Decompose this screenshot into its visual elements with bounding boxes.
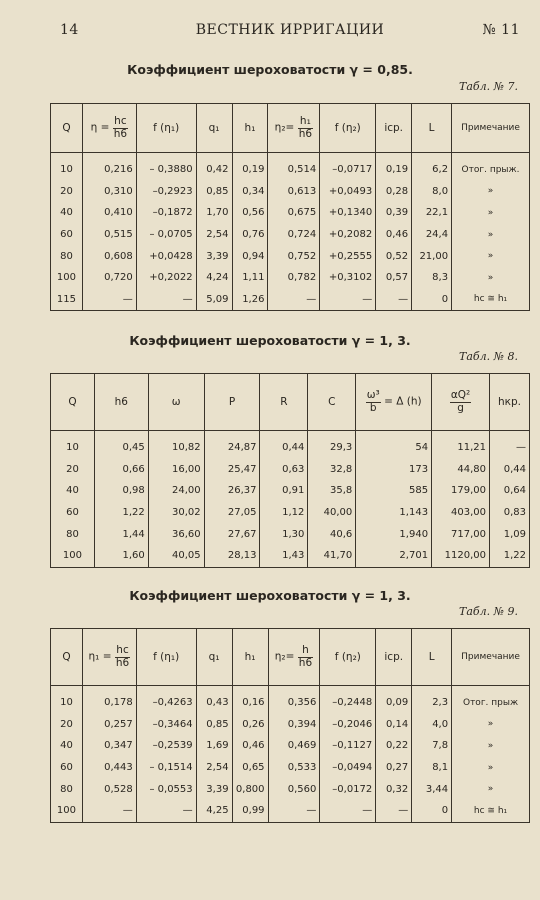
table-cell: 40 (51, 735, 83, 757)
col-f-eta1: f (η₁) (136, 629, 196, 686)
table-cell: 20 (51, 181, 83, 203)
table-cell: 0,675 (268, 202, 320, 224)
table-cell: 40 (51, 480, 95, 502)
table-row (51, 545, 530, 567)
table-cell: 4,25 (196, 800, 232, 822)
table7-label: Табл. № 7. (458, 80, 518, 93)
col-note: Примечание (452, 104, 530, 153)
table-cell: hc ≅ h₁ (452, 800, 530, 822)
table-cell: 2,54 (196, 757, 232, 779)
col-delta: $\frac{\text{ω³}}{b}$ = Δ (h) (356, 374, 432, 431)
table-cell: 0,469 (268, 735, 320, 757)
table-cell: 0,91 (260, 480, 308, 502)
table-cell: 0,410 (82, 202, 136, 224)
col-eta1: η = $\frac{hc}{h6}$ (82, 104, 136, 153)
table-cell: 2,3 (412, 686, 452, 714)
table-cell: – 0,0553 (136, 778, 196, 800)
table9-label: Табл. № 9. (458, 605, 518, 618)
table-cell: –0,0717 (320, 153, 376, 181)
table-cell: » (452, 757, 530, 779)
table-cell: 3,39 (196, 245, 232, 267)
table-cell: — (490, 431, 530, 459)
table-row (51, 523, 530, 545)
table-cell: 8,0 (412, 181, 452, 203)
table-cell: 20 (51, 714, 83, 736)
table-cell: 0,443 (82, 757, 136, 779)
table-cell: — (376, 289, 412, 311)
table-row (51, 431, 530, 459)
table-cell: 0,45 (94, 431, 148, 459)
table-cell: 0,85 (196, 714, 232, 736)
table-cell: » (452, 202, 530, 224)
table-cell: 0,216 (82, 153, 136, 181)
col-p: P (204, 374, 260, 431)
table8-header-row (51, 374, 530, 431)
table-cell: 5,09 (196, 289, 232, 311)
table-cell: 80 (51, 245, 83, 267)
table-cell: 80 (51, 778, 83, 800)
table7 (50, 103, 530, 311)
table-cell: 0,724 (268, 224, 320, 246)
table-cell: 28,13 (204, 545, 260, 567)
table-cell: — (82, 289, 136, 311)
table-cell: 173 (356, 459, 432, 481)
table-cell: 0,46 (376, 224, 412, 246)
table-cell: 403,00 (432, 502, 490, 524)
table-cell: 0,44 (490, 459, 530, 481)
table-cell: 0,528 (82, 778, 136, 800)
table-cell: 0,43 (196, 686, 232, 714)
table-cell: +0,3102 (320, 267, 376, 289)
table-cell: 10 (51, 686, 83, 714)
col-f-eta1: f (η₁) (136, 104, 196, 153)
table-cell: 0,720 (82, 267, 136, 289)
table-cell: 0,99 (232, 800, 268, 822)
col-eta2: η₂= $\frac{h}{h6}$ (268, 629, 320, 686)
table-cell: +0,2022 (136, 267, 196, 289)
table-cell: 0,66 (94, 459, 148, 481)
table-cell: 4,0 (412, 714, 452, 736)
table-row (51, 778, 530, 800)
table-cell: 0,613 (268, 181, 320, 203)
table-cell: 0,76 (232, 224, 268, 246)
table-cell: Отог. прыж (452, 686, 530, 714)
table-cell: –0,2046 (320, 714, 376, 736)
table8-label: Табл. № 8. (458, 350, 518, 363)
table-cell: 179,00 (432, 480, 490, 502)
table-cell: –0,1872 (136, 202, 196, 224)
table-cell: 0,63 (260, 459, 308, 481)
table-cell: — (136, 800, 196, 822)
col-icp: icp. (376, 104, 412, 153)
table-cell: 10,82 (148, 431, 204, 459)
table-cell: 0,752 (268, 245, 320, 267)
table-cell: 30,02 (148, 502, 204, 524)
table-cell: 0,27 (376, 757, 412, 779)
table-cell: 0,800 (232, 778, 268, 800)
table-cell: 24,00 (148, 480, 204, 502)
table-cell: 0,257 (82, 714, 136, 736)
table-cell: 1,09 (490, 523, 530, 545)
col-q: Q (51, 104, 83, 153)
table9-header-row (51, 629, 530, 686)
table-cell: 21,00 (412, 245, 452, 267)
table-cell: –0,2448 (320, 686, 376, 714)
table-cell: 0,09 (376, 686, 412, 714)
table-cell: — (268, 289, 320, 311)
col-eta1: η₁ = $\frac{hc}{h6}$ (82, 629, 136, 686)
col-omega: ω (148, 374, 204, 431)
table-cell: 1,69 (196, 735, 232, 757)
table-cell: 0 (412, 289, 452, 311)
table-cell: 100 (51, 800, 83, 822)
table-cell: +0,1340 (320, 202, 376, 224)
table-cell: 8,1 (412, 757, 452, 779)
table-cell: 40 (51, 202, 83, 224)
table-cell: 0,514 (268, 153, 320, 181)
table-cell: 27,05 (204, 502, 260, 524)
table-cell: 1,11 (232, 267, 268, 289)
table-cell: – 0,3880 (136, 153, 196, 181)
table-cell: 1,12 (260, 502, 308, 524)
table-cell: — (136, 289, 196, 311)
table-cell: 10 (51, 153, 83, 181)
table-cell: 1,44 (94, 523, 148, 545)
table-cell: 40,00 (308, 502, 356, 524)
table-cell: 0,52 (376, 245, 412, 267)
table-cell: 11,21 (432, 431, 490, 459)
table-cell: 0,44 (260, 431, 308, 459)
table-cell: 0,782 (268, 267, 320, 289)
col-q1: q₁ (196, 104, 232, 153)
table-cell: 0,347 (82, 735, 136, 757)
table-cell: 0,19 (232, 153, 268, 181)
table-cell: –0,2923 (136, 181, 196, 203)
table-cell: 60 (51, 502, 95, 524)
table-cell: +0,2555 (320, 245, 376, 267)
table9-body (51, 686, 530, 823)
table-cell: 3,39 (196, 778, 232, 800)
col-l: L (412, 629, 452, 686)
table-row (51, 502, 530, 524)
table7-title: Коэффициент шероховатости γ = 0,85. (127, 62, 413, 77)
table7-body (51, 153, 530, 311)
table-cell: 0,14 (376, 714, 412, 736)
table-cell: 20 (51, 459, 95, 481)
table-row (51, 181, 530, 203)
col-l: L (412, 104, 452, 153)
table-cell: –0,2539 (136, 735, 196, 757)
table-row (51, 245, 530, 267)
col-f-eta2: f (η₂) (320, 104, 376, 153)
col-c: C (308, 374, 356, 431)
table-cell: 100 (51, 267, 83, 289)
table-cell: 7,8 (412, 735, 452, 757)
table8 (50, 373, 530, 568)
table-cell: 0,46 (232, 735, 268, 757)
table-cell: –0,1127 (320, 735, 376, 757)
table-cell: 0,39 (376, 202, 412, 224)
table-cell: –0,3464 (136, 714, 196, 736)
col-hkr: hкр. (490, 374, 530, 431)
table-cell: — (320, 800, 376, 822)
table-cell: 6,2 (412, 153, 452, 181)
table-cell: — (376, 800, 412, 822)
col-q: Q (51, 629, 83, 686)
table-cell: » (452, 224, 530, 246)
table-row (51, 459, 530, 481)
col-aq: $\frac{\text{αQ²}}{g}$ (432, 374, 490, 431)
table-cell: 16,00 (148, 459, 204, 481)
table-cell: Отог. прыж. (452, 153, 530, 181)
col-q1: q₁ (196, 629, 232, 686)
table-cell: — (268, 800, 320, 822)
table-cell: 0,34 (232, 181, 268, 203)
table-cell: 1,940 (356, 523, 432, 545)
col-h6: h6 (94, 374, 148, 431)
table-cell: 54 (356, 431, 432, 459)
table-row (51, 757, 530, 779)
table-cell: 60 (51, 224, 83, 246)
table-cell: — (320, 289, 376, 311)
col-q: Q (51, 374, 95, 431)
table-cell: 2,701 (356, 545, 432, 567)
table-cell: 0,32 (376, 778, 412, 800)
table-row (51, 686, 530, 714)
table-cell: 0,85 (196, 181, 232, 203)
table-cell: 0,533 (268, 757, 320, 779)
table-cell: 25,47 (204, 459, 260, 481)
table-cell: – 0,1514 (136, 757, 196, 779)
table-cell: +0,0493 (320, 181, 376, 203)
col-h1: h₁ (232, 629, 268, 686)
table-cell: » (452, 778, 530, 800)
table-cell: hc ≅ h₁ (452, 289, 530, 311)
table-cell: » (452, 714, 530, 736)
table-row (51, 714, 530, 736)
table-cell: 2,54 (196, 224, 232, 246)
table-cell: 35,8 (308, 480, 356, 502)
table-cell: 36,60 (148, 523, 204, 545)
table-cell: 0,94 (232, 245, 268, 267)
table-cell: 40,6 (308, 523, 356, 545)
table9-title: Коэффициент шероховатости γ = 1, 3. (129, 588, 411, 603)
table-cell: 80 (51, 523, 95, 545)
table-cell: 4,24 (196, 267, 232, 289)
table-cell: 0,98 (94, 480, 148, 502)
table-row (51, 800, 530, 822)
table-cell: — (82, 800, 136, 822)
table-cell: 0,65 (232, 757, 268, 779)
table-cell: » (452, 181, 530, 203)
table-cell: +0,2082 (320, 224, 376, 246)
table-cell: 27,67 (204, 523, 260, 545)
table-cell: » (452, 735, 530, 757)
table-cell: +0,0428 (136, 245, 196, 267)
table7-header-row (51, 104, 530, 153)
table-cell: 0,515 (82, 224, 136, 246)
table-cell: 0,608 (82, 245, 136, 267)
table-cell: 0,19 (376, 153, 412, 181)
table-cell: –0,4263 (136, 686, 196, 714)
table-row (51, 289, 530, 311)
table8-body (51, 431, 530, 568)
table-cell: 1,60 (94, 545, 148, 567)
table-cell: 29,3 (308, 431, 356, 459)
table-cell: 0,310 (82, 181, 136, 203)
table-cell: 10 (51, 431, 95, 459)
table-cell: 8,3 (412, 267, 452, 289)
table-cell: 585 (356, 480, 432, 502)
table-cell: 0,394 (268, 714, 320, 736)
col-r: R (260, 374, 308, 431)
table-cell: 115 (51, 289, 83, 311)
table9 (50, 628, 530, 823)
table-cell: 0,64 (490, 480, 530, 502)
col-note: Примечание (452, 629, 530, 686)
table-cell: » (452, 267, 530, 289)
table-cell: 1,26 (232, 289, 268, 311)
table-cell: 1,22 (490, 545, 530, 567)
col-eta2: η₂= $\frac{\text{h₁}}{h6}$ (268, 104, 320, 153)
table-cell: 717,00 (432, 523, 490, 545)
table-cell: 0 (412, 800, 452, 822)
table-cell: 24,87 (204, 431, 260, 459)
table-cell: 0,42 (196, 153, 232, 181)
table-cell: 3,44 (412, 778, 452, 800)
table-cell: – 0,0705 (136, 224, 196, 246)
table-cell: 0,16 (232, 686, 268, 714)
table-cell: 0,57 (376, 267, 412, 289)
table-cell: 1120,00 (432, 545, 490, 567)
table-row (51, 267, 530, 289)
issue-number: № 11 (482, 22, 520, 38)
table-row (51, 153, 530, 181)
table-cell: 0,28 (376, 181, 412, 203)
table-cell: 1,143 (356, 502, 432, 524)
table-cell: 0,178 (82, 686, 136, 714)
page-number: 14 (60, 22, 79, 38)
table-cell: 24,4 (412, 224, 452, 246)
table-cell: 1,70 (196, 202, 232, 224)
table-cell: 60 (51, 757, 83, 779)
table-cell: 41,70 (308, 545, 356, 567)
table-cell: 0,56 (232, 202, 268, 224)
journal-title: ВЕСТНИК ИРРИГАЦИИ (195, 22, 385, 38)
table-row (51, 224, 530, 246)
table-cell: » (452, 245, 530, 267)
table-cell: 22,1 (412, 202, 452, 224)
table-cell: –0,0494 (320, 757, 376, 779)
col-icp: icp. (376, 629, 412, 686)
table-row (51, 735, 530, 757)
table-cell: 1,30 (260, 523, 308, 545)
table-cell: 1,22 (94, 502, 148, 524)
table-cell: 32,8 (308, 459, 356, 481)
table-cell: –0,0172 (320, 778, 376, 800)
table-row (51, 480, 530, 502)
col-f-eta2: f (η₂) (320, 629, 376, 686)
table-cell: 40,05 (148, 545, 204, 567)
col-h1: h₁ (232, 104, 268, 153)
table-cell: 0,356 (268, 686, 320, 714)
table-cell: 0,560 (268, 778, 320, 800)
table-cell: 0,22 (376, 735, 412, 757)
table-cell: 0,26 (232, 714, 268, 736)
table-cell: 1,43 (260, 545, 308, 567)
table8-title: Коэффициент шероховатости γ = 1, 3. (129, 333, 411, 348)
table-cell: 100 (51, 545, 95, 567)
table-row (51, 202, 530, 224)
table-cell: 26,37 (204, 480, 260, 502)
table-cell: 0,83 (490, 502, 530, 524)
page-header (60, 22, 520, 44)
table-cell: 44,80 (432, 459, 490, 481)
